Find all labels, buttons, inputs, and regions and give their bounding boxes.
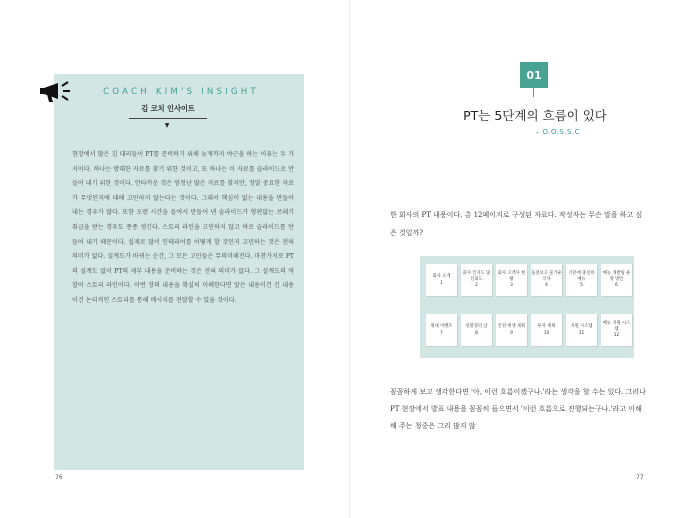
slide-card bbox=[426, 314, 457, 346]
slide-card-label: 기분에 충실한 메뉴 bbox=[568, 271, 595, 282]
slide-card bbox=[496, 314, 527, 346]
slide-panel bbox=[420, 256, 634, 358]
slide-card bbox=[566, 264, 597, 296]
slide-card bbox=[426, 264, 457, 296]
slide-card-number: 11 bbox=[578, 330, 585, 336]
slide-card-label: 지원 시스템 bbox=[570, 324, 593, 330]
chapter-title: PT는 5단계의 흐름이 있다 bbox=[463, 108, 607, 123]
slide-card-number: 12 bbox=[613, 333, 620, 339]
slide-card-number: 9 bbox=[510, 330, 513, 336]
slide-card bbox=[461, 314, 492, 346]
slide-card-label: 안전·위생 계획 bbox=[497, 324, 526, 330]
slide-card-label: 투자 계획 bbox=[537, 324, 556, 330]
slide-card-number: 10 bbox=[543, 330, 550, 336]
page-number-right: 77 bbox=[636, 474, 644, 481]
insight-title: COACH KIM'S INSIGHT bbox=[103, 87, 259, 97]
slide-card bbox=[601, 314, 632, 346]
slide-card-label: 회사 인지도 및 신뢰도 bbox=[462, 271, 491, 282]
intro-paragraph: 한 회사의 PT 내용이다. 총 12페이지로 구성된 자료다. 작성자는 무슨 말을 하고 싶은 것일까? bbox=[390, 211, 643, 237]
slide-card bbox=[461, 264, 492, 296]
page-gutter bbox=[349, 0, 351, 518]
slide-card-number: 5 bbox=[580, 283, 583, 289]
megaphone-icon bbox=[38, 76, 78, 106]
insight-body-text: 현장에서 많은 김 대리들이 PT를 준비하기 위해 늦게까지 야근을 하는 이유는 두 가지이다. 하나는 방대한 자료를 찾기 위한 것이고, 또 하나는 이 자료를 슬라이드로 만들어 내기 위한 것이다. 안타까운 것은 엄청난 많은 자료를 찾지만, 정말 중요한 자료가 무엇인지에 대해 고민하지 않는다는 것이다. 그래서 핵심이 없는 내용을 만들어 내는 경우가 많다. 또한 오랜 시간을 들여서 만들어 낸 슬라이드가 형편없는 쓰레기 취급을 받는 경우도 종종 생긴다. 스토리 라인을 고민하지 않고 바로 슬라이드를 만들어 내기 때문이다. 실제로 많이 인테리어를 어떻게 할 것인지 고민하는 것은 전혀 의미가 없다. 설계도가 바뀌는 순간, 그 모든 고민들은 무의미해진다. 마찬가지로 PT의 설계도 없이 PT의 세부 내용을 준비하는 것은 전혀 의미가 없다. 그 설계도의 역할이 스토리 라인이다. 이번 장의 내용을 확실히 이해한다면 앞은 내용이건 긴 내용이건 논리적인 스토리를 통해 메시지를 전달할 수 있을 것이다. bbox=[72, 151, 294, 304]
slide-card-number: 6 bbox=[615, 283, 618, 289]
slide-card-number: 3 bbox=[510, 283, 513, 289]
slide-card bbox=[531, 314, 562, 346]
slide-card-label: 회사 소개 bbox=[432, 274, 451, 280]
page-number-left: 76 bbox=[55, 474, 63, 481]
slide-card bbox=[566, 314, 597, 346]
slide-card-label: 위대 이벤트 bbox=[430, 324, 453, 330]
slide-card-label: 친환경의 날 bbox=[465, 324, 488, 330]
badge-stem bbox=[533, 88, 534, 97]
slide-card-number: 7 bbox=[440, 330, 443, 336]
slide-card-label: 메뉴 지원 시스템 bbox=[602, 321, 631, 332]
subtitle-underline bbox=[129, 118, 207, 119]
slide-card-number: 4 bbox=[545, 283, 548, 289]
chapter-badge: 01 bbox=[520, 62, 548, 88]
slide-card-number: 8 bbox=[475, 330, 478, 336]
slide-card bbox=[531, 264, 562, 296]
slide-card bbox=[601, 264, 632, 296]
slide-card bbox=[496, 264, 527, 296]
slide-card-label: 메뉴 개발팀 운영 방안 bbox=[602, 271, 631, 282]
triangle-down-icon: ▼ bbox=[164, 122, 170, 129]
chapter-subtitle: – O.O.S.S.C bbox=[535, 127, 580, 136]
slide-card-label: 품질보고 물거운 식사 bbox=[531, 271, 562, 282]
slide-card-number: 1 bbox=[440, 280, 443, 286]
slide-card-number: 2 bbox=[475, 283, 478, 289]
conclusion-paragraph: 꼼꼼하게 보고 생각한다면 '아, 이런 흐름이겠구나.'라는 생각을 할 수는 있다. 그러나 PT 현장에서 발표 내용을 꼼꼼히 들으면서 '이런 흐름으로 진행되는구나.'라고 이해해 주는 청중은 그리 많지 않 bbox=[390, 388, 646, 430]
insight-subtitle: 김 코치 인사이트 bbox=[141, 104, 195, 113]
slide-card-label: 회사 고객사 현황 bbox=[497, 271, 526, 282]
